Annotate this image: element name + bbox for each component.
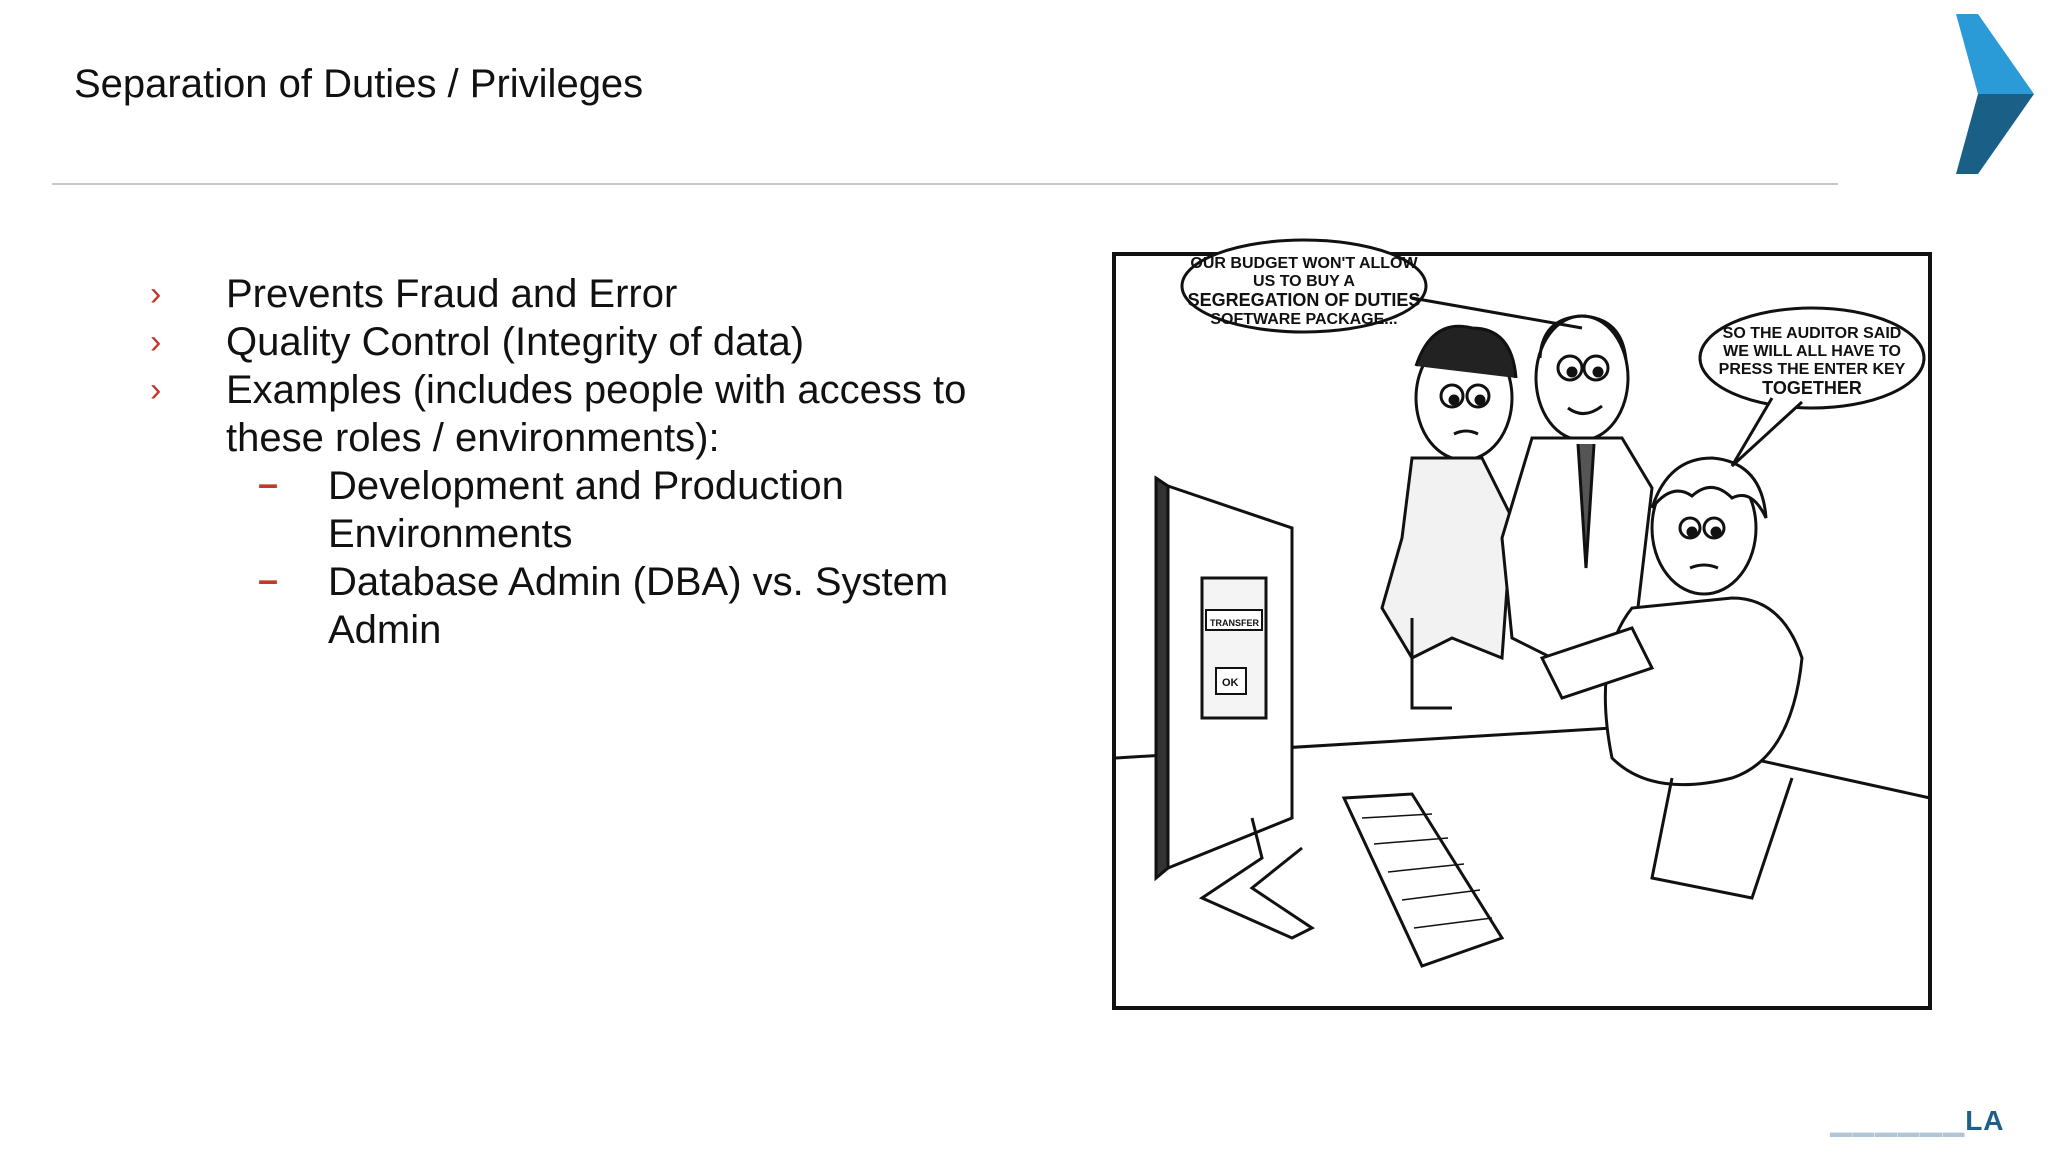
bullet-list <box>150 270 1030 654</box>
bubble-left-line: SEGREGATION OF DUTIES <box>1187 290 1421 310</box>
bullet-marker: › <box>150 275 162 313</box>
bullet-text: Quality Control (Integrity of data) <box>226 320 805 364</box>
bubble-left-line: OUR BUDGET WON'T ALLOW <box>1190 255 1418 272</box>
bullet-item <box>150 366 1030 462</box>
title-divider <box>52 183 1838 185</box>
sub-bullet-marker: – <box>258 559 279 600</box>
bubble-left-line: SOFTWARE PACKAGE... <box>1210 311 1398 328</box>
sub-bullet-text: Development and Production Environments <box>328 464 844 556</box>
sub-bullet-item <box>150 462 1030 558</box>
chevron-right-icon[interactable] <box>1950 8 2040 178</box>
sub-bullet-item <box>150 558 1030 654</box>
bullet-item <box>150 270 1030 318</box>
bullet-text: Prevents Fraud and Error <box>226 272 678 316</box>
bullet-text: Examples (includes people with access to these roles / environments): <box>226 368 967 460</box>
bullet-item <box>150 318 1030 366</box>
bubble-right-line: SO THE AUDITOR SAID <box>1722 325 1902 342</box>
footer-logo-text: LA <box>1965 1105 2005 1136</box>
footer-logo: ▁▁▁▁▁▁LA <box>1830 1105 2005 1136</box>
sub-bullet-marker: – <box>258 463 279 504</box>
bubble-right-line: TOGETHER <box>1762 378 1862 398</box>
bubble-left-line: US TO BUY A <box>1253 273 1355 290</box>
slide-title: Separation of Duties / Privileges <box>74 62 644 106</box>
screen-label: TRANSFER <box>1210 618 1259 628</box>
sub-bullet-text: Database Admin (DBA) vs. System Admin <box>328 560 949 652</box>
cartoon-illustration <box>1112 238 1938 1016</box>
bullet-marker: › <box>150 323 162 361</box>
bubble-right-line: WE WILL ALL HAVE TO <box>1723 343 1901 360</box>
bubble-right-line: PRESS THE ENTER KEY <box>1718 361 1906 378</box>
screen-ok-button: OK <box>1222 677 1239 689</box>
bullet-marker: › <box>150 371 162 409</box>
